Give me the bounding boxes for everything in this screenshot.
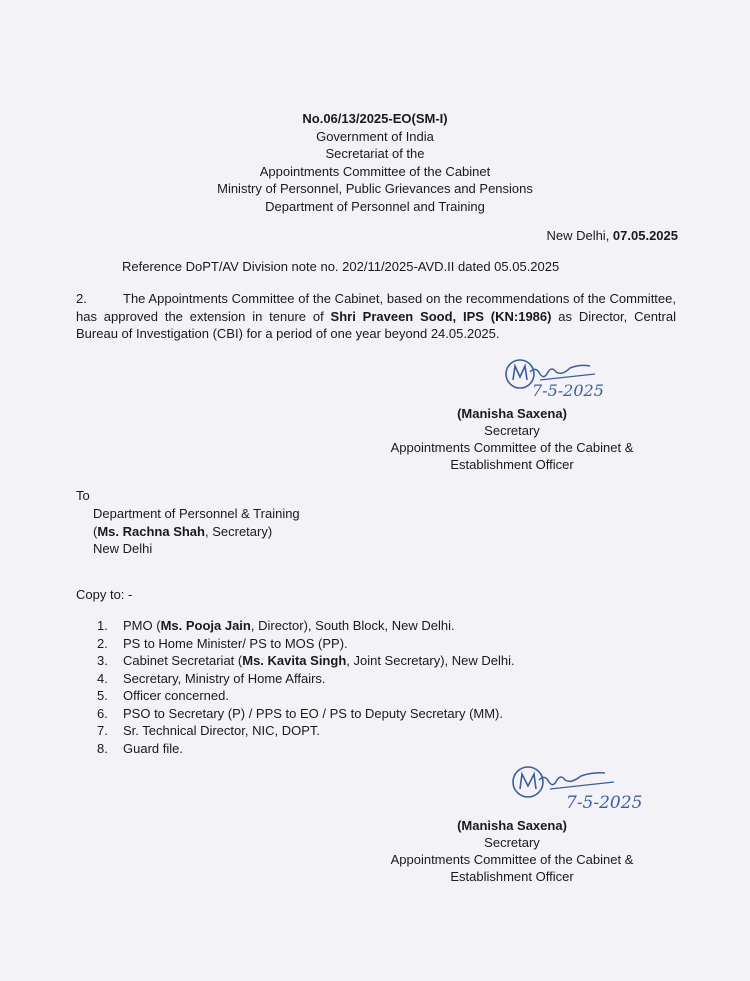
addressee-line1: Department of Personnel & Training <box>93 506 300 521</box>
paragraph-officer-name: Shri Praveen Sood, IPS (KN:1986) <box>330 308 552 324</box>
signature-block-1 <box>352 405 672 473</box>
list-item <box>97 617 515 635</box>
dateline-date: 07.05.2025 <box>612 228 678 243</box>
header-line-5: Department of Personnel and Training <box>265 198 485 214</box>
list-item <box>97 687 515 705</box>
main-paragraph <box>76 290 676 343</box>
header-line-1: Government of India <box>316 128 434 144</box>
list-item <box>97 740 515 758</box>
paragraph-text-after: as Director, Central Bureau of Investigation (CBI) for a period of one year beyond 24.05.2025. <box>76 308 676 341</box>
list-number: 3. <box>97 653 108 668</box>
handwritten-signature <box>500 350 660 400</box>
paragraph-number: 2. <box>76 291 87 306</box>
list-text: Cabinet Secretariat ( <box>123 653 243 668</box>
signatory-designation: Secretary <box>484 835 540 850</box>
list-text: Guard file. <box>123 740 183 756</box>
signatory-name: (Manisha Saxena) <box>457 406 567 421</box>
signatory-office-line2: Establishment Officer <box>450 869 574 884</box>
dateline-place: New Delhi, <box>546 228 613 243</box>
addressee-name: Ms. Rachna Shah <box>97 523 205 539</box>
list-text: Sr. Technical Director, NIC, DOPT. <box>123 723 320 738</box>
copy-to-label: Copy to: - <box>76 587 133 602</box>
header-line-4: Ministry of Personnel, Public Grievances and Pensions <box>217 181 533 196</box>
dateline <box>546 228 678 243</box>
paragraph-text-before: The Appointments Committee of the Cabinet, based on the recommendations of the Committee, has approved the extension in tenure of <box>76 291 676 324</box>
list-number: 2. <box>97 635 108 651</box>
list-item <box>97 635 515 653</box>
list-text: PSO to Secretary (P) / PPS to EO / PS to Deputy Secretary (MM). <box>123 705 504 721</box>
list-item <box>97 652 515 670</box>
list-item <box>97 705 515 723</box>
signatory-office-line1: Appointments Committee of the Cabinet & <box>390 852 634 867</box>
list-item <box>97 670 515 688</box>
list-text: Secretary, Ministry of Home Affairs. <box>123 670 326 686</box>
signatory-office-line2: Establishment Officer <box>450 457 574 472</box>
signatory-name: (Manisha Saxena) <box>457 818 567 833</box>
file-number: No.06/13/2025-EO(SM-I) <box>302 111 448 126</box>
signature-date: 7-5-2025 <box>532 381 604 400</box>
list-text-after: , Director), South Block, New Delhi. <box>250 618 455 633</box>
list-text-after: , Joint Secretary), New Delhi. <box>346 653 515 668</box>
list-number: 8. <box>97 740 108 756</box>
list-number: 4. <box>97 670 108 686</box>
list-bold-name: Ms. Kavita Singh <box>242 653 347 668</box>
addressee-title: , Secretary) <box>204 523 273 539</box>
addressee-paren: ( <box>93 523 98 539</box>
list-text: PMO ( <box>123 618 161 633</box>
signature-date: 7-5-2025 <box>566 793 643 813</box>
list-number: 1. <box>97 618 108 633</box>
to-label: To <box>76 488 90 503</box>
signatory-designation: Secretary <box>484 423 540 438</box>
signature-block-2 <box>352 817 672 885</box>
list-bold-name: Ms. Pooja Jain <box>160 618 251 633</box>
document-header <box>0 110 750 215</box>
list-item <box>97 722 515 740</box>
list-text: PS to Home Minister/ PS to MOS (PP). <box>123 635 348 651</box>
addressee-line3: New Delhi <box>93 541 153 556</box>
list-number: 6. <box>97 705 108 721</box>
copy-to-list <box>97 617 515 757</box>
reference-line: Reference DoPT/AV Division note no. 202/11/2025-AVD.II dated 05.05.2025 <box>122 259 560 274</box>
list-text: Officer concerned. <box>123 688 229 703</box>
addressee-block <box>93 505 300 558</box>
handwritten-signature <box>506 758 676 813</box>
header-line-2: Secretariat of the <box>325 146 425 161</box>
list-number: 7. <box>97 723 108 738</box>
list-number: 5. <box>97 688 108 703</box>
addressee-line2 <box>93 523 300 541</box>
header-line-3: Appointments Committee of the Cabinet <box>259 163 491 179</box>
signatory-office-line1: Appointments Committee of the Cabinet & <box>390 440 634 455</box>
